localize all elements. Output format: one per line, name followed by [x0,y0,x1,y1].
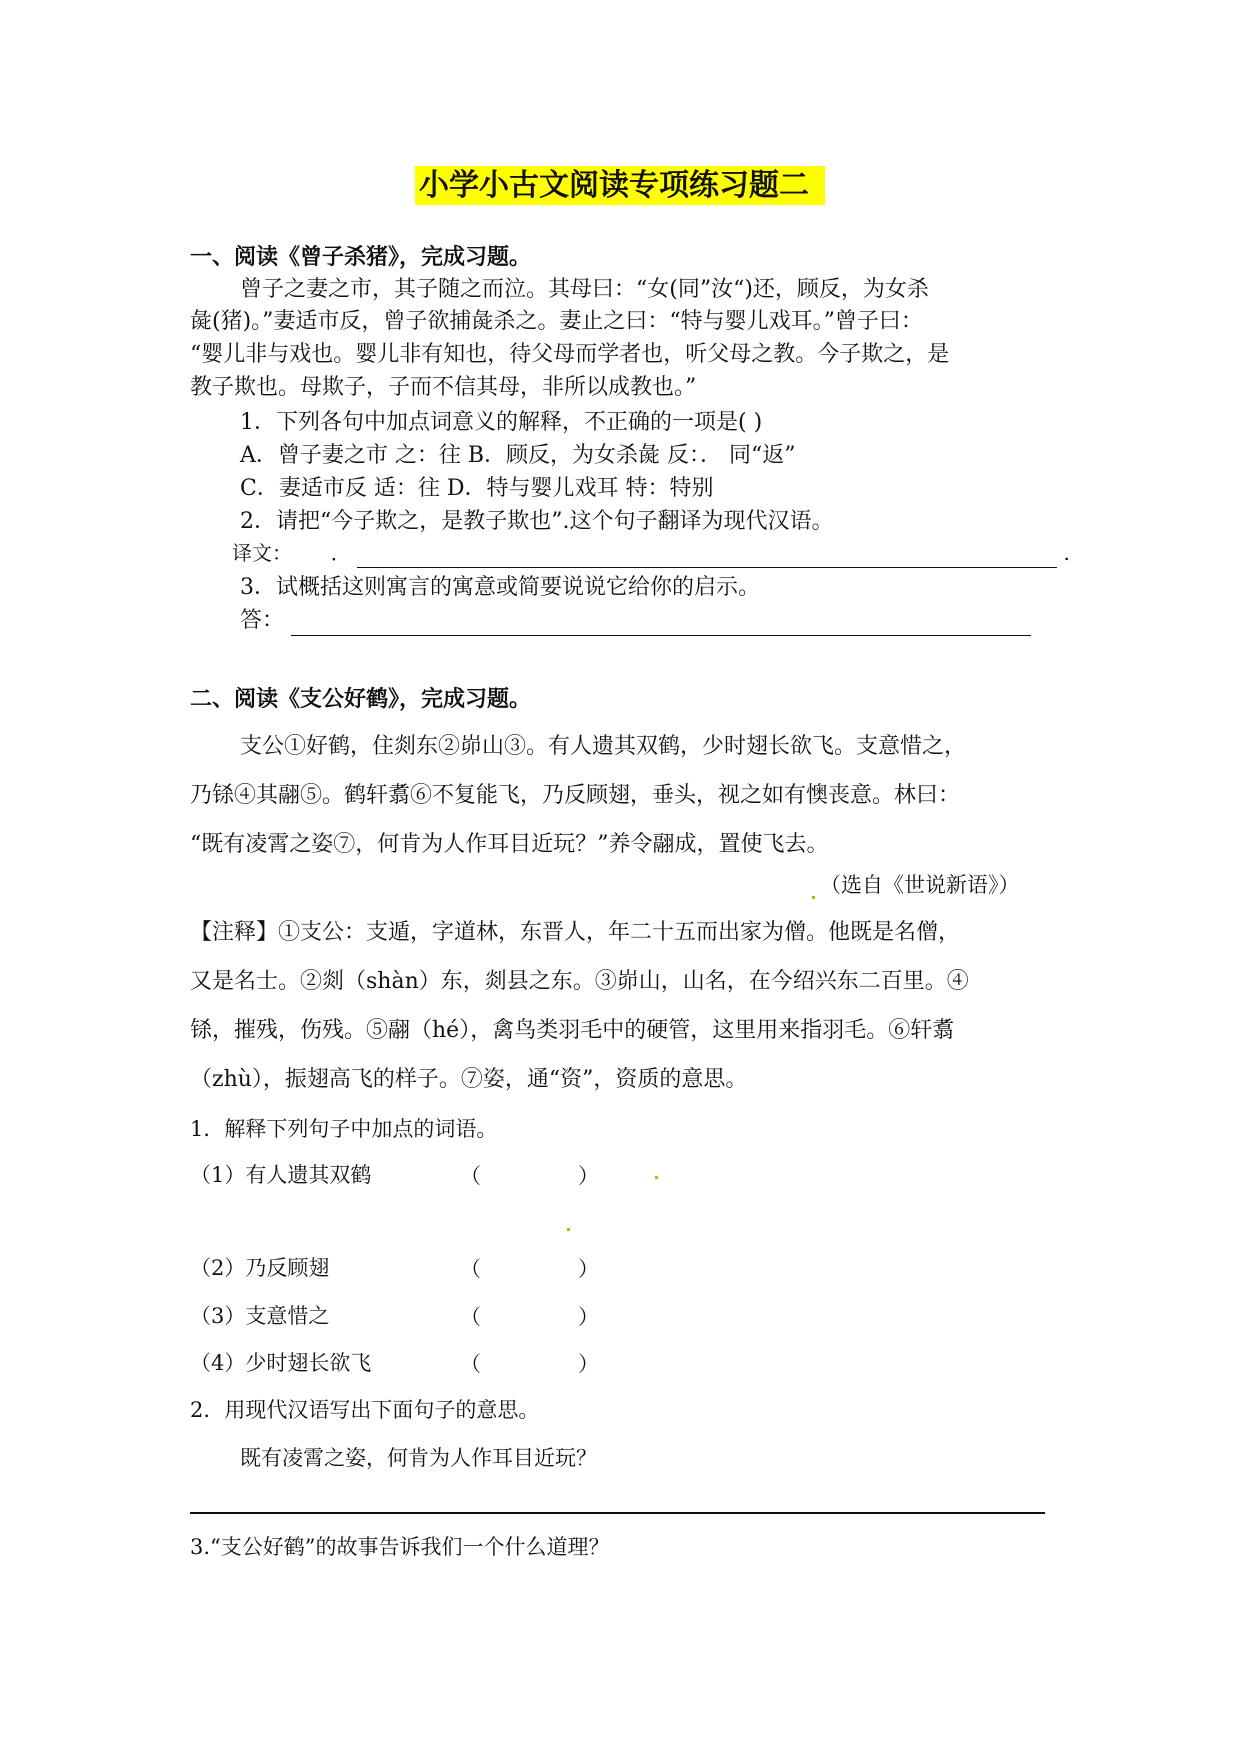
section1-question-2: 2．请把“今子欺之，是教子欺也”.这个句子翻译为现代汉语。 [240,509,834,534]
section2-passage-line-3: “既有凌霄之姿⑦，何肯为人作耳目近玩？”养令翮成，置使飞去。 [190,832,829,857]
page-title: 小学小古文阅读专项练习题二 [0,160,1240,204]
item-4-close-paren: ） [578,1352,599,1376]
section2-passage-line-2: 乃铩④其翮⑤。鹤轩翥⑥不复能飞，乃反顾翅，垂头，视之如有懊丧意。林曰： [190,783,961,808]
notes-line-4: （zhù），振翅高飞的样子。⑦姿，通“资”，资质的意思。 [190,1067,748,1092]
section1-answer-3-row [240,606,1031,636]
section1-heading: 一、阅读《曾子杀猪》，完成习题。 [190,245,532,270]
item-2-close-paren: ） [578,1257,599,1281]
item-4-open-paren: （ [460,1352,481,1376]
section1-passage-line-2: 彘(猪)。”妻适市反，曾子欲捕彘杀之。妻止之曰：“特与婴儿戏耳。”曾子曰： [190,309,923,334]
answer-end-dot: . [1063,541,1070,565]
question-item-1: （1）有人遗其双鹤 [190,1163,372,1187]
passage-source: （选自《世说新语》） [820,873,1020,897]
question-item-2: （2）乃反顾翅 [190,1256,330,1280]
translation-label: 译文： [232,541,292,565]
section2-passage-line-1: 支公①好鹤，住剡东②峁山③。有人遗其双鹤，少时翅长欲飞。支意惜之， [240,734,967,759]
section2-question-2-sentence: 既有凌霄之姿，何肯为人作耳目近玩？ [240,1446,597,1470]
inspiration-answer-line[interactable] [291,613,1031,636]
item-3-open-paren: （ [460,1305,481,1329]
item-1-open-paren: （ [460,1164,481,1188]
section1-passage-line-1: 曾子之妻之市，其子随之而泣。其母曰：“女(同”汝“)还，顾反，为女杀 [240,277,929,302]
section2-question-3: 3.“支公好鹤”的故事告诉我们一个什么道理？ [190,1535,610,1559]
item-2-open-paren: （ [460,1257,481,1281]
notes-line-3: 铩，摧残，伤残。⑤翮（hé），禽鸟类羽毛中的硬管，这里用来指羽毛。⑥轩翥 [190,1018,955,1043]
section2-question-2: 2．用现代汉语写出下面句子的意思。 [190,1398,540,1422]
item-3-close-paren: ） [578,1305,599,1329]
section1-question-1-options-cd: C．妻适市反 适：往 D．特与婴儿戏耳 特：特别 [240,476,714,501]
section1-question-1-options-ab: A．曾子妻之市 之：往 B．顾反，为女杀彘 反：． 同“返” [240,443,796,468]
stray-mark [812,896,815,899]
stray-mark [567,1228,570,1231]
section1-passage-line-3: “婴儿非与戏也。婴儿非有知也，待父母而学者也，听父母之教。今子欺之，是 [190,342,950,367]
question-item-4: （4）少时翅长欲飞 [190,1351,372,1375]
answer-label: 答： [240,608,285,633]
section1-answer-2-row [232,538,1070,568]
item-1-close-paren: ） [578,1164,599,1188]
notes-line-2: 又是名士。②剡（shàn）东，剡县之东。③峁山，山名，在今绍兴东二百里。④ [190,969,969,994]
answer-lead-dot: ． [330,541,351,565]
section2-heading: 二、阅读《支公好鹤》，完成习题。 [190,687,532,712]
notes-line-1: 【注释】①支公：支遁，字道林，东晋人，年二十五而出家为僧。他既是名僧， [190,920,961,945]
question-item-3: （3）支意惜之 [190,1304,330,1328]
meaning-answer-line[interactable] [190,1512,1045,1514]
section2-question-1: 1．解释下列句子中加点的词语。 [190,1117,498,1141]
section1-passage-line-4: 教子欺也。母欺子，子而不信其母，非所以成教也。” [190,375,697,400]
stray-mark [655,1176,658,1179]
section1-question-1: 1．下列各句中加点词意义的解释，不正确的一项是( ) [240,410,763,435]
section1-question-3: 3．试概括这则寓言的寓意或简要说说它给你的启示。 [240,575,760,600]
translation-answer-line[interactable] [357,545,1057,568]
